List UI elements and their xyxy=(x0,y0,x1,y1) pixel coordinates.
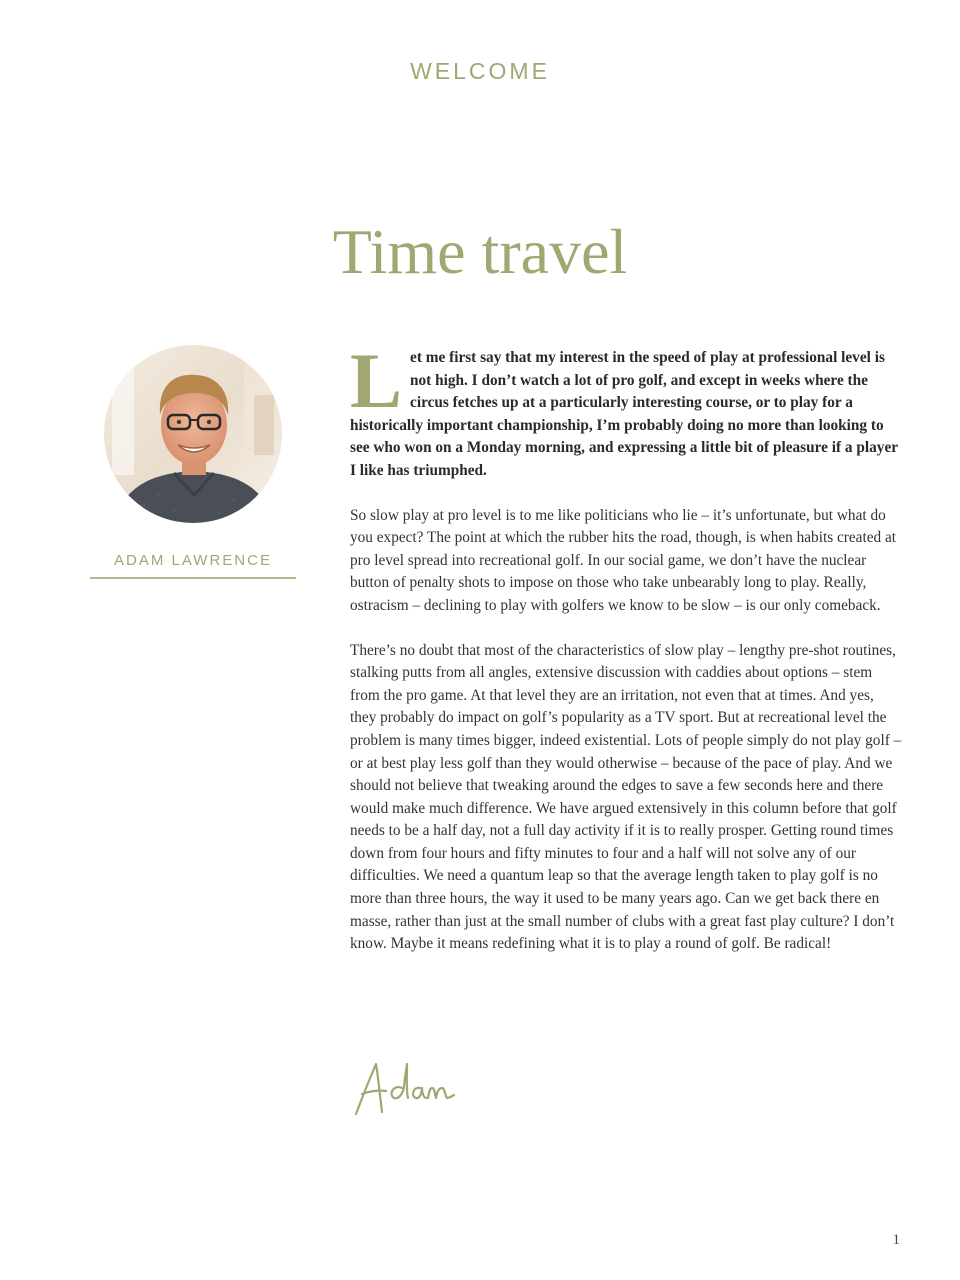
handwritten-signature xyxy=(350,1058,460,1120)
author-name: ADAM LAWRENCE xyxy=(114,552,272,569)
author-portrait-image xyxy=(104,345,282,523)
drop-cap: L xyxy=(350,337,403,424)
signature xyxy=(350,1058,460,1120)
body-paragraph: There’s no doubt that most of the characteristics of slow play – lengthy pre-shot routines, stalking putts from all angles, extensive discussion with caddies about options – stem from the pro game. At that level they are an irritation, not even that at times. And yes, they probably do impact on golf’s popularity as a TV sport. But at recreational level the problem is many times bigger, indeed existential. Lots of people simply do not play golf – or at best play less golf than they would otherwise – because of the pace of play. And we should not believe that tweaking around the edges to save a few seconds here and there would make much difference. We have argued extensively in this column before that golf needs to be a half day, not a full day activity if it is to really prosper. Getting round times down from four hours and fifty minutes to four and a half will not solve any of our difficulties. We need a quantum leap so that the average length taken to play golf is no more than three hours, the way it used to be many years ago. Can we get back there en masse, rather than just at the small number of clubs with a great fast play culture? I don’t know. Maybe it means redefining what it is to play a round of golf. Be radical! xyxy=(350,641,902,953)
author-divider xyxy=(90,577,296,579)
section-label: WELCOME xyxy=(410,58,550,84)
intro-text: et me first say that my interest in the speed of play at professional level is not high. I don’t watch a lot of pro golf, and except in weeks where the circus fetches up at a particularly interesting course, or to play for a historically important championship, I’m probably doing no more than looking to see who won on a Monday morning, and expressing a little bit of pleasure if a player I like has triumphed. xyxy=(350,349,898,479)
article-body xyxy=(350,337,902,978)
intro-paragraph xyxy=(350,337,902,483)
author-photo xyxy=(104,345,282,523)
body-paragraph: So slow play at pro level is to me like politicians who lie – it’s unfortunate, but what do you expect? The point at which the rubber hits the road, though, is when habits created at pro level spread into recreational golf. In our social game, we don’t have the nuclear button of penalty shots to impose on those who take unbearably long to play. Really, ostracism – declining to play with golfers we know to be slow – is our only comeback. xyxy=(350,506,896,614)
page-title: Time travel xyxy=(332,216,628,287)
page-number: 1 xyxy=(892,1232,900,1248)
